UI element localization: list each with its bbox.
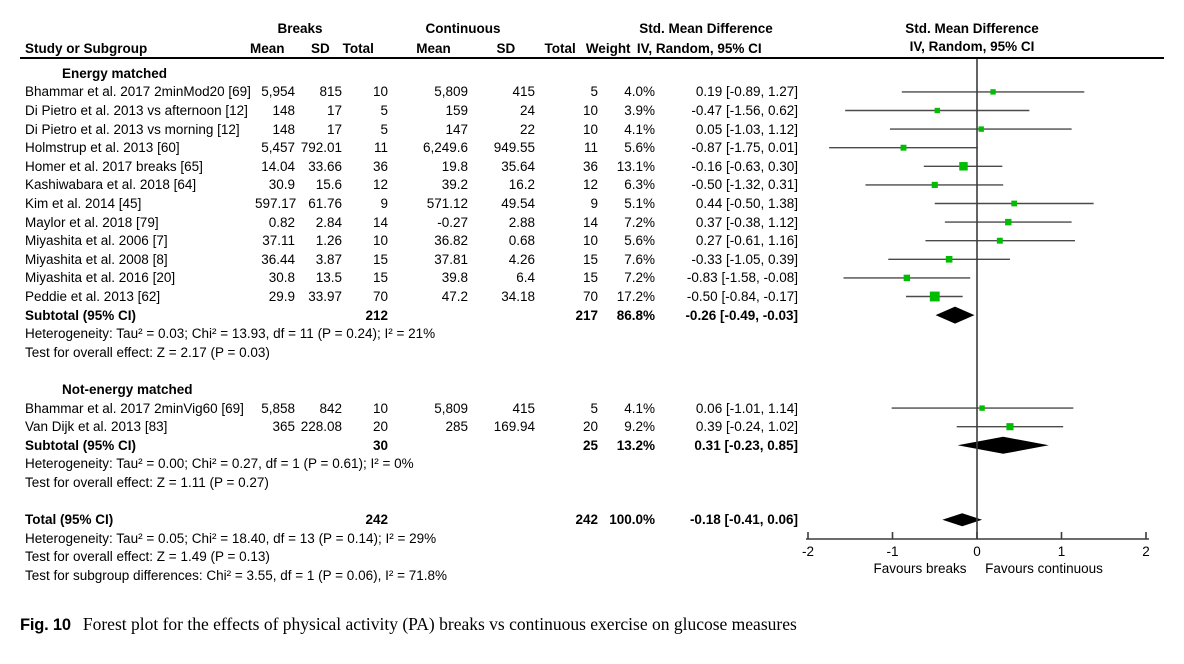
sd-continuous: 415 — [512, 84, 535, 100]
mean-continuous: -0.27 — [437, 214, 468, 230]
ci-text: 0.27 [-0.61, 1.16] — [695, 233, 798, 249]
mean-breaks: 14.04 — [261, 158, 295, 174]
ci-text: -0.16 [-0.63, 0.30] — [691, 158, 798, 174]
ci-text: -0.83 [-1.58, -0.08] — [686, 270, 798, 286]
weight-value: 4.0% — [624, 84, 655, 100]
sd-breaks: 17 — [326, 102, 342, 118]
total-breaks: 30 — [372, 437, 388, 453]
effect-square — [904, 275, 910, 281]
weight-value: 5.1% — [624, 195, 655, 211]
sd-breaks: 228.08 — [300, 419, 342, 435]
ci-text: 0.37 [-0.38, 1.12] — [695, 214, 798, 230]
mean-continuous: 147 — [445, 121, 468, 137]
sd-breaks: 3.87 — [315, 251, 342, 267]
axis-tick-label: -2 — [801, 544, 815, 559]
sd-breaks: 842 — [319, 400, 342, 416]
pooled-label: Total (95% CI) — [25, 512, 114, 528]
total-continuous: 12 — [582, 177, 598, 193]
study-label: Maylor et al. 2018 [79] — [25, 214, 159, 230]
weight-value: 13.2% — [616, 437, 655, 453]
axis-tick-label: 0 — [973, 544, 981, 559]
mean-continuous: 285 — [445, 419, 468, 435]
mean-continuous: 39.2 — [441, 177, 468, 193]
total-continuous: 10 — [582, 121, 598, 137]
mean-continuous: 6,249.6 — [422, 140, 468, 156]
sd-breaks: 33.66 — [308, 158, 342, 174]
sd-continuous: 24 — [519, 102, 535, 118]
statistics-note: Test for overall effect: Z = 1.49 (P = 0.13) — [25, 549, 270, 565]
mean-continuous: 47.2 — [441, 288, 468, 304]
effect-square — [1005, 219, 1011, 225]
total-continuous: 15 — [582, 251, 598, 267]
total-breaks: 11 — [373, 140, 388, 156]
col-sd-breaks: SD — [310, 40, 330, 56]
sd-continuous: 4.26 — [508, 251, 535, 267]
ci-text: 0.06 [-1.01, 1.14] — [695, 400, 798, 416]
total-breaks: 14 — [372, 214, 388, 230]
total-breaks: 70 — [372, 288, 388, 304]
study-label: Kashiwabara et al. 2018 [64] — [25, 177, 197, 193]
total-continuous: 217 — [575, 307, 598, 323]
favours-continuous-label: Favours continuous — [985, 561, 1103, 576]
col-sd-continuous: SD — [496, 40, 516, 56]
total-continuous: 10 — [582, 233, 598, 249]
study-label: Bhammar et al. 2017 2minMod20 [69] — [25, 84, 251, 100]
mean-breaks: 37.11 — [262, 233, 295, 249]
col-study-or-subgroup: Study or Subgroup — [25, 40, 148, 56]
axis-tick-label: 2 — [1142, 544, 1150, 559]
weight-value: 9.2% — [624, 419, 655, 435]
weight-value: 13.1% — [616, 158, 655, 174]
total-continuous: 14 — [582, 214, 598, 230]
subgroup-label: Not-energy matched — [62, 381, 193, 397]
effect-square — [959, 162, 967, 170]
total-continuous: 5 — [590, 400, 598, 416]
total-continuous: 25 — [582, 437, 598, 453]
study-label: Di Pietro et al. 2013 vs morning [12] — [25, 121, 240, 137]
mean-continuous: 36.82 — [434, 233, 468, 249]
study-label: Van Dijk et al. 2013 [83] — [25, 419, 168, 435]
ci-text: -0.18 [-0.41, 0.06] — [689, 512, 798, 528]
figure-caption-text: Forest plot for the effects of physical activity (PA) breaks vs continuous exercise on glucose measures — [82, 614, 797, 634]
column-group-continuous: Continuous — [425, 21, 501, 36]
weight-value: 100.0% — [609, 512, 655, 528]
mean-breaks: 148 — [272, 121, 295, 137]
column-group-breaks: Breaks — [277, 21, 323, 36]
total-breaks: 10 — [372, 400, 388, 416]
total-continuous: 9 — [590, 195, 598, 211]
total-breaks: 10 — [372, 84, 388, 100]
sd-continuous: 22 — [519, 121, 535, 137]
total-continuous: 36 — [582, 158, 598, 174]
ci-text: 0.19 [-0.89, 1.27] — [695, 84, 798, 100]
mean-continuous: 5,809 — [434, 400, 468, 416]
method-header-right: IV, Random, 95% CI — [909, 39, 1035, 54]
effect-square — [901, 145, 907, 151]
effect-square — [1006, 423, 1013, 430]
mean-continuous: 571.12 — [426, 195, 468, 211]
col-weight: Weight — [585, 40, 631, 56]
sd-breaks: 13.5 — [315, 270, 342, 286]
study-label: Holmstrup et al. 2013 [60] — [25, 140, 180, 156]
total-continuous: 11 — [583, 140, 598, 156]
axis-tick-label: -1 — [886, 544, 899, 559]
smd-header-right: Std. Mean Difference — [905, 21, 1039, 36]
study-label: Miyashita et al. 2016 [20] — [25, 270, 176, 286]
figure-caption — [20, 614, 797, 635]
sd-breaks: 15.6 — [315, 177, 342, 193]
total-breaks: 15 — [372, 251, 388, 267]
sd-continuous: 949.55 — [493, 140, 535, 156]
mean-breaks: 5,954 — [261, 84, 295, 100]
effect-square — [979, 405, 984, 410]
ci-text: -0.50 [-0.84, -0.17] — [686, 288, 798, 304]
ci-text: 0.31 [-0.23, 0.85] — [694, 437, 798, 453]
statistics-note: Heterogeneity: Tau² = 0.03; Chi² = 13.93, df = 11 (P = 0.24); I² = 21% — [25, 326, 436, 342]
subgroup-label: Energy matched — [62, 65, 168, 81]
weight-value: 4.1% — [624, 400, 655, 416]
weight-value: 86.8% — [616, 307, 655, 323]
mean-breaks: 29.9 — [268, 288, 295, 304]
total-continuous: 10 — [582, 102, 598, 118]
mean-breaks: 0.82 — [268, 214, 295, 230]
sd-continuous: 6.4 — [516, 270, 535, 286]
mean-breaks: 148 — [272, 102, 295, 118]
mean-breaks: 30.9 — [268, 177, 295, 193]
study-label: Kim et al. 2014 [45] — [25, 195, 142, 211]
col-total-breaks: Total — [342, 40, 374, 56]
pooled-diamond — [942, 513, 982, 526]
effect-square — [979, 126, 984, 131]
effect-square — [930, 292, 940, 302]
mean-continuous: 159 — [445, 102, 468, 118]
ci-text: -0.26 [-0.49, -0.03] — [685, 307, 798, 323]
sd-continuous: 0.68 — [508, 233, 535, 249]
mean-continuous: 39.8 — [441, 270, 468, 286]
study-label: Miyashita et al. 2006 [7] — [25, 233, 168, 249]
pooled-diamond — [958, 437, 1049, 454]
total-breaks: 5 — [380, 102, 388, 118]
total-continuous: 15 — [582, 270, 598, 286]
ci-text: 0.44 [-0.50, 1.38] — [695, 195, 798, 211]
col-method-ci: IV, Random, 95% CI — [636, 40, 762, 56]
sd-continuous: 415 — [512, 400, 535, 416]
col-total-continuous: Total — [544, 40, 576, 56]
statistics-note: Heterogeneity: Tau² = 0.00; Chi² = 0.27, df = 1 (P = 0.61); I² = 0% — [25, 456, 414, 472]
ci-text: -0.50 [-1.32, 0.31] — [691, 177, 798, 193]
statistics-note: Test for overall effect: Z = 1.11 (P = 0.27) — [25, 474, 269, 490]
ci-text: 0.39 [-0.24, 1.02] — [695, 419, 798, 435]
total-breaks: 10 — [372, 233, 388, 249]
sd-breaks: 1.26 — [315, 233, 342, 249]
sd-breaks: 33.97 — [308, 288, 342, 304]
figure-caption-label: Fig. 10 — [20, 616, 71, 634]
sd-continuous: 49.54 — [501, 195, 535, 211]
weight-value: 7.2% — [624, 270, 655, 286]
weight-value: 6.3% — [624, 177, 655, 193]
pooled-label: Subtotal (95% CI) — [25, 437, 137, 453]
study-label: Peddie et al. 2013 [62] — [25, 288, 161, 304]
weight-value: 4.1% — [624, 121, 655, 137]
study-label: Miyashita et al. 2008 [8] — [25, 251, 168, 267]
mean-breaks: 5,457 — [261, 140, 295, 156]
mean-breaks: 5,858 — [261, 400, 295, 416]
sd-continuous: 34.18 — [501, 288, 535, 304]
total-breaks: 20 — [372, 419, 388, 435]
mean-breaks: 30.8 — [268, 270, 295, 286]
sd-breaks: 792.01 — [300, 140, 342, 156]
effect-square — [946, 256, 953, 263]
weight-value: 3.9% — [624, 102, 655, 118]
weight-value: 7.2% — [624, 214, 655, 230]
total-breaks: 212 — [365, 307, 388, 323]
sd-breaks: 17 — [326, 121, 342, 137]
axis-tick-label: 1 — [1057, 544, 1066, 559]
mean-breaks: 365 — [272, 419, 295, 435]
sd-continuous: 16.2 — [508, 177, 535, 193]
mean-breaks: 597.17 — [255, 195, 297, 211]
total-continuous: 20 — [582, 419, 598, 435]
weight-value: 7.6% — [624, 251, 655, 267]
weight-value: 5.6% — [624, 233, 655, 249]
sd-breaks: 815 — [319, 84, 342, 100]
statistics-note: Test for overall effect: Z = 2.17 (P = 0.03) — [25, 344, 270, 360]
study-label: Di Pietro et al. 2013 vs afternoon [12] — [25, 102, 248, 118]
effect-square — [932, 182, 938, 188]
ci-text: -0.33 [-1.05, 0.39] — [691, 251, 798, 267]
mean-continuous: 5,809 — [434, 84, 468, 100]
total-continuous: 242 — [575, 512, 598, 528]
ci-text: 0.05 [-1.03, 1.12] — [695, 121, 798, 137]
ci-text: -0.87 [-1.75, 0.01] — [691, 140, 798, 156]
total-breaks: 5 — [380, 121, 388, 137]
total-breaks: 242 — [365, 512, 388, 528]
total-breaks: 9 — [380, 195, 388, 211]
total-continuous: 5 — [590, 84, 598, 100]
sd-breaks: 2.84 — [315, 214, 342, 230]
smd-header-left: Std. Mean Difference — [639, 21, 773, 36]
favours-breaks-label: Favours breaks — [873, 561, 967, 576]
total-continuous: 70 — [582, 288, 598, 304]
effect-square — [990, 89, 995, 94]
effect-square — [997, 238, 1003, 244]
sd-continuous: 35.64 — [501, 158, 535, 174]
sd-breaks: 61.76 — [308, 195, 342, 211]
col-mean-breaks: Mean — [250, 40, 285, 56]
total-breaks: 12 — [372, 177, 388, 193]
weight-value: 5.6% — [624, 140, 655, 156]
mean-breaks: 36.44 — [261, 251, 295, 267]
weight-value: 17.2% — [616, 288, 655, 304]
total-breaks: 15 — [372, 270, 388, 286]
statistics-note: Test for subgroup differences: Chi² = 3.55, df = 1 (P = 0.06), I² = 71.8% — [25, 567, 447, 583]
study-label: Bhammar et al. 2017 2minVig60 [69] — [25, 400, 244, 416]
total-breaks: 36 — [372, 158, 388, 174]
statistics-note: Heterogeneity: Tau² = 0.05; Chi² = 18.40, df = 13 (P = 0.14); I² = 29% — [25, 530, 437, 546]
pooled-label: Subtotal (95% CI) — [25, 307, 137, 323]
effect-square — [935, 108, 940, 113]
effect-square — [1011, 201, 1017, 207]
sd-continuous: 169.94 — [493, 419, 535, 435]
study-label: Homer et al. 2017 breaks [65] — [25, 158, 203, 174]
mean-continuous: 19.8 — [441, 158, 468, 174]
col-mean-continuous: Mean — [416, 40, 451, 56]
sd-continuous: 2.88 — [508, 214, 535, 230]
pooled-diamond — [936, 307, 975, 324]
ci-text: -0.47 [-1.56, 0.62] — [691, 102, 798, 118]
mean-continuous: 37.81 — [434, 251, 468, 267]
